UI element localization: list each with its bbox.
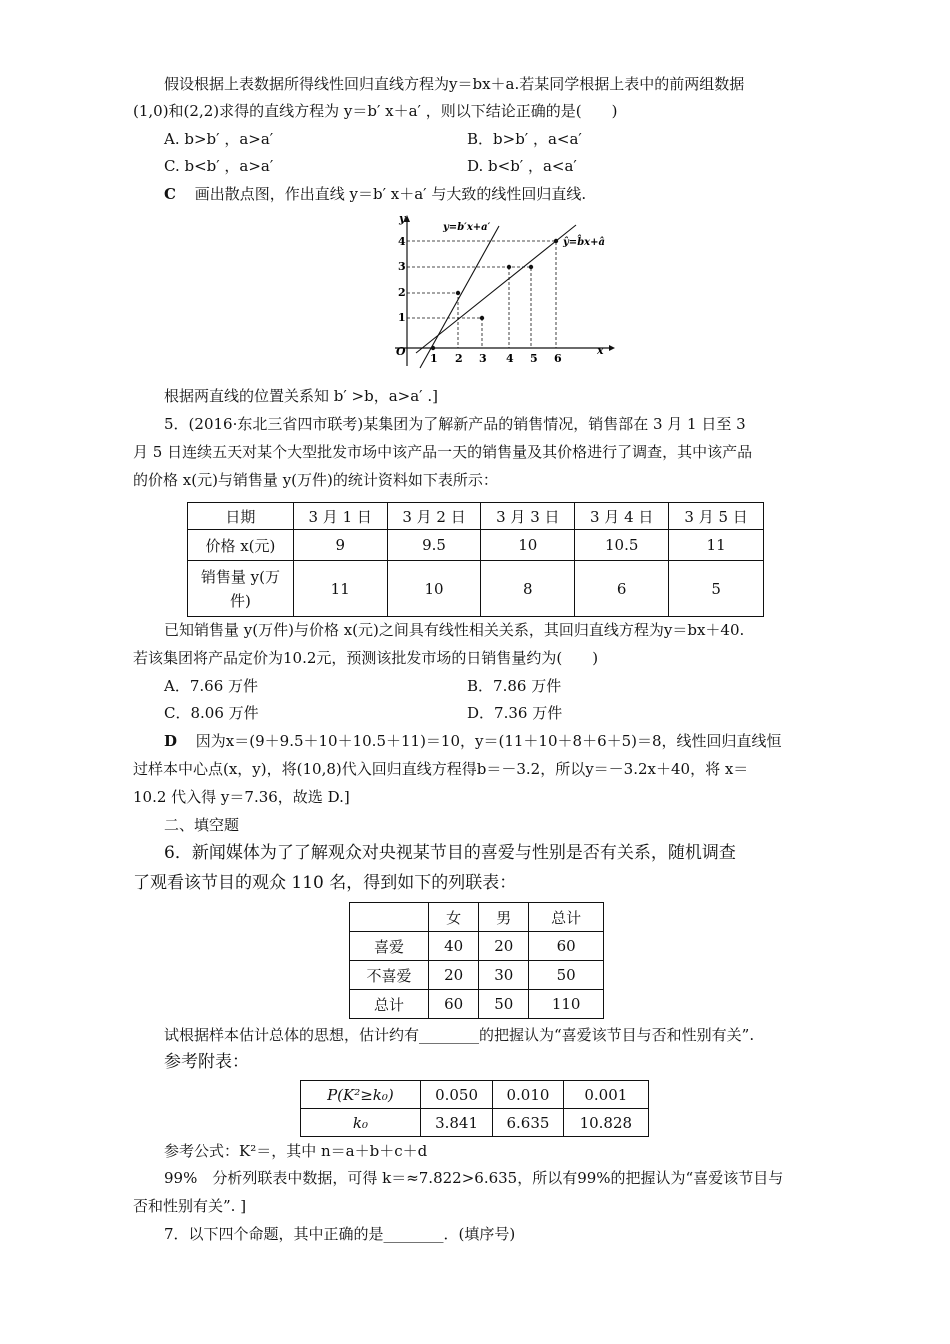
q6-ref-cell: 6.635 bbox=[493, 1109, 563, 1137]
x-tick-3: 3 bbox=[479, 352, 487, 365]
y-tick-1: 1 bbox=[398, 311, 406, 324]
line-b-prime bbox=[420, 226, 499, 368]
q6-table-header-row bbox=[350, 903, 604, 932]
q6-ref-row-2 bbox=[301, 1109, 649, 1137]
q6-cell: 不喜爱 bbox=[350, 961, 429, 990]
q5-stem-line-2: 月 5 日连续五天对某个大型批发市场中该产品一天的销售量及其价格进行了调查，其中该产品 bbox=[133, 443, 753, 461]
q6-table-row bbox=[350, 932, 604, 961]
q5-stem-line-1: 5．(2016·东北三省四市联考)某集团为了解新产品的销售情况，销售部在 3 月 1 日至 3 bbox=[164, 415, 746, 433]
q4-answer-text: 画出散点图，作出直线 y＝b′ x＋a′ 与大致的线性回归直线. bbox=[194, 185, 587, 203]
q4-option-b: B．b>b′ ，a<a′ bbox=[467, 130, 582, 148]
y-axis-label: y bbox=[399, 212, 406, 225]
x-tick-1: 1 bbox=[430, 352, 438, 365]
q4-conclusion: 根据两直线的位置关系知 b′ >b，a>a′ .] bbox=[164, 387, 438, 405]
q5-answer-line-2: 过样本中心点(x，y)，将(10,8)代入回归直线方程得b＝－3.2，所以y＝－3.2x＋40，将 x＝ bbox=[133, 760, 749, 778]
q5-option-c: C．8.06 万件 bbox=[164, 704, 259, 722]
q6-contingency-table bbox=[349, 902, 604, 1019]
q6-header-cell: 男 bbox=[479, 903, 529, 932]
q5-price-cell: 9.5 bbox=[387, 530, 481, 561]
q5-sales-label-line-1: 销售量 y(万 bbox=[200, 567, 280, 586]
q5-option-d: D．7.36 万件 bbox=[467, 704, 563, 722]
q5-header-cell: 3 月 4 日 bbox=[575, 503, 669, 530]
regression-line-label: ŷ=b̂x+â bbox=[563, 237, 606, 248]
q5-price-cell: 11 bbox=[669, 530, 764, 561]
y-tick-2: 2 bbox=[398, 286, 406, 299]
q5-header-cell: 3 月 3 日 bbox=[481, 503, 575, 530]
x-axis-label: x bbox=[597, 344, 604, 357]
q4-stem-line-1: 假设根据上表数据所得线性回归直线方程为y＝bx＋a.若某同学根据上表中的前两组数据 bbox=[164, 75, 745, 93]
q5-sales-cell: 8 bbox=[481, 561, 575, 617]
q5-header-cell: 日期 bbox=[188, 503, 294, 530]
section-heading: 二、填空题 bbox=[164, 816, 240, 834]
q6-reference-table bbox=[300, 1080, 649, 1137]
q5-header-cell: 3 月 1 日 bbox=[293, 503, 387, 530]
x-tick-4: 4 bbox=[506, 352, 514, 365]
q6-cell: 60 bbox=[529, 932, 604, 961]
x-tick-5: 5 bbox=[530, 352, 538, 365]
q6-cell: 50 bbox=[529, 961, 604, 990]
q5-sales-cell: 6 bbox=[575, 561, 669, 617]
q5-answer-text: 因为x＝(9＋9.5＋10＋10.5＋11)＝10，y＝(11＋10＋8＋6＋5)＝8，线性回归直线恒 bbox=[195, 732, 782, 750]
q6-table-row bbox=[350, 990, 604, 1019]
q6-answer-line-1: 99% 分析列联表中数据，可得 k＝≈7.822>6.635，所以有99%的把握认为“喜爱该节目与 bbox=[164, 1169, 784, 1187]
q5-answer-line-1 bbox=[164, 731, 782, 751]
q6-cell: 60 bbox=[429, 990, 479, 1019]
q6-cell: 110 bbox=[529, 990, 604, 1019]
q6-ref-cell: 10.828 bbox=[563, 1109, 648, 1137]
q6-ref-cell: 0.050 bbox=[420, 1081, 492, 1109]
q6-cell: 30 bbox=[479, 961, 529, 990]
q6-ref-label: P(K²≥k₀) bbox=[301, 1081, 421, 1109]
q6-ref-cell: 0.001 bbox=[563, 1081, 648, 1109]
q4-answer-letter: C bbox=[164, 185, 176, 203]
q7-stem: 7．以下四个命题，其中正确的是________．(填序号) bbox=[164, 1225, 516, 1243]
q5-table-sales-row bbox=[188, 561, 764, 617]
q6-ref-row-1 bbox=[301, 1081, 649, 1109]
q5-price-cell: 10 bbox=[481, 530, 575, 561]
q6-ref-cell: 0.010 bbox=[493, 1081, 563, 1109]
q6-header-cell: 女 bbox=[429, 903, 479, 932]
q5-price-label: 价格 x(元) bbox=[188, 530, 294, 561]
q5-header-cell: 3 月 2 日 bbox=[387, 503, 481, 530]
q5-option-a: A．7.66 万件 bbox=[164, 677, 258, 695]
q5-sales-label bbox=[188, 561, 294, 617]
q6-formula: 参考公式：K²＝，其中 n＝a＋b＋c＋d bbox=[164, 1142, 428, 1160]
q5-sales-cell: 10 bbox=[387, 561, 481, 617]
q6-stem-line-1: 6．新闻媒体为了了解观众对央视某节目的喜爱与性别是否有关系，随机调查 bbox=[164, 843, 736, 863]
y-tick-3: 3 bbox=[398, 260, 406, 273]
q6-answer-line-2: 否和性别有关”. ] bbox=[133, 1197, 247, 1215]
q5-header-cell: 3 月 5 日 bbox=[669, 503, 764, 530]
data-points bbox=[431, 239, 558, 350]
x-tick-2: 2 bbox=[455, 352, 463, 365]
origin-label: O bbox=[396, 345, 406, 358]
q5-option-b: B．7.86 万件 bbox=[467, 677, 562, 695]
q6-ref-cell: 3.841 bbox=[420, 1109, 492, 1137]
q6-ref-title: 参考附表： bbox=[164, 1052, 249, 1072]
line-b-prime-label: y=b′x+a′ bbox=[443, 222, 491, 233]
regression-diagram bbox=[383, 208, 623, 370]
q5-answer-line-3: 10.2 代入得 y＝7.36，故选 D.] bbox=[133, 788, 350, 806]
q6-ref-label: k₀ bbox=[301, 1109, 421, 1137]
q5-stem-line-3: 的价格 x(元)与销售量 y(万件)的统计资料如下表所示： bbox=[133, 471, 498, 489]
q6-stem-line-2: 了观看该节目的观众 110 名，得到如下的列联表： bbox=[133, 873, 517, 893]
q5-table-header-row bbox=[188, 503, 764, 530]
x-tick-6: 6 bbox=[554, 352, 562, 365]
q6-cell: 40 bbox=[429, 932, 479, 961]
q5-sales-cell: 11 bbox=[293, 561, 387, 617]
q6-cell: 总计 bbox=[350, 990, 429, 1019]
q6-cell: 50 bbox=[479, 990, 529, 1019]
q5-table-price-row bbox=[188, 530, 764, 561]
q5-data-table bbox=[187, 502, 764, 617]
q6-cell: 20 bbox=[429, 961, 479, 990]
q5-price-cell: 10.5 bbox=[575, 530, 669, 561]
q5-sales-cell: 5 bbox=[669, 561, 764, 617]
q4-option-a: A. b>b′ ，a>a′ bbox=[164, 130, 274, 148]
q6-cell: 喜爱 bbox=[350, 932, 429, 961]
q5-price-cell: 9 bbox=[293, 530, 387, 561]
q5-after-line-1: 已知销售量 y(万件)与价格 x(元)之间具有线性相关关系，其回归直线方程为y＝bx＋40. bbox=[164, 621, 745, 639]
y-tick-4: 4 bbox=[398, 235, 406, 248]
q6-header-cell bbox=[350, 903, 429, 932]
q5-after-line-2: 若该集团将产品定价为10.2元，预测该批发市场的日销售量约为( ) bbox=[133, 649, 599, 667]
q5-answer-letter: D bbox=[164, 732, 178, 750]
x-axis-arrow-icon bbox=[609, 345, 615, 351]
q6-cell: 20 bbox=[479, 932, 529, 961]
q6-table-row bbox=[350, 961, 604, 990]
q6-header-cell: 总计 bbox=[529, 903, 604, 932]
q4-option-d: D. b<b′ ，a<a′ bbox=[467, 157, 577, 175]
regression-line bbox=[416, 225, 576, 353]
q4-option-c: C. b<b′ ，a>a′ bbox=[164, 157, 274, 175]
q4-answer bbox=[164, 184, 586, 204]
q5-sales-label-line-2: 件) bbox=[229, 591, 251, 610]
q6-ask: 试根据样本估计总体的思想，估计约有________的把握认为“喜爱该节目与否和性别有关”. bbox=[164, 1026, 755, 1044]
q4-stem-line-2: (1,0)和(2,2)求得的直线方程为 y＝b′ x＋a′ ，则以下结论正确的是( ) bbox=[133, 102, 618, 120]
